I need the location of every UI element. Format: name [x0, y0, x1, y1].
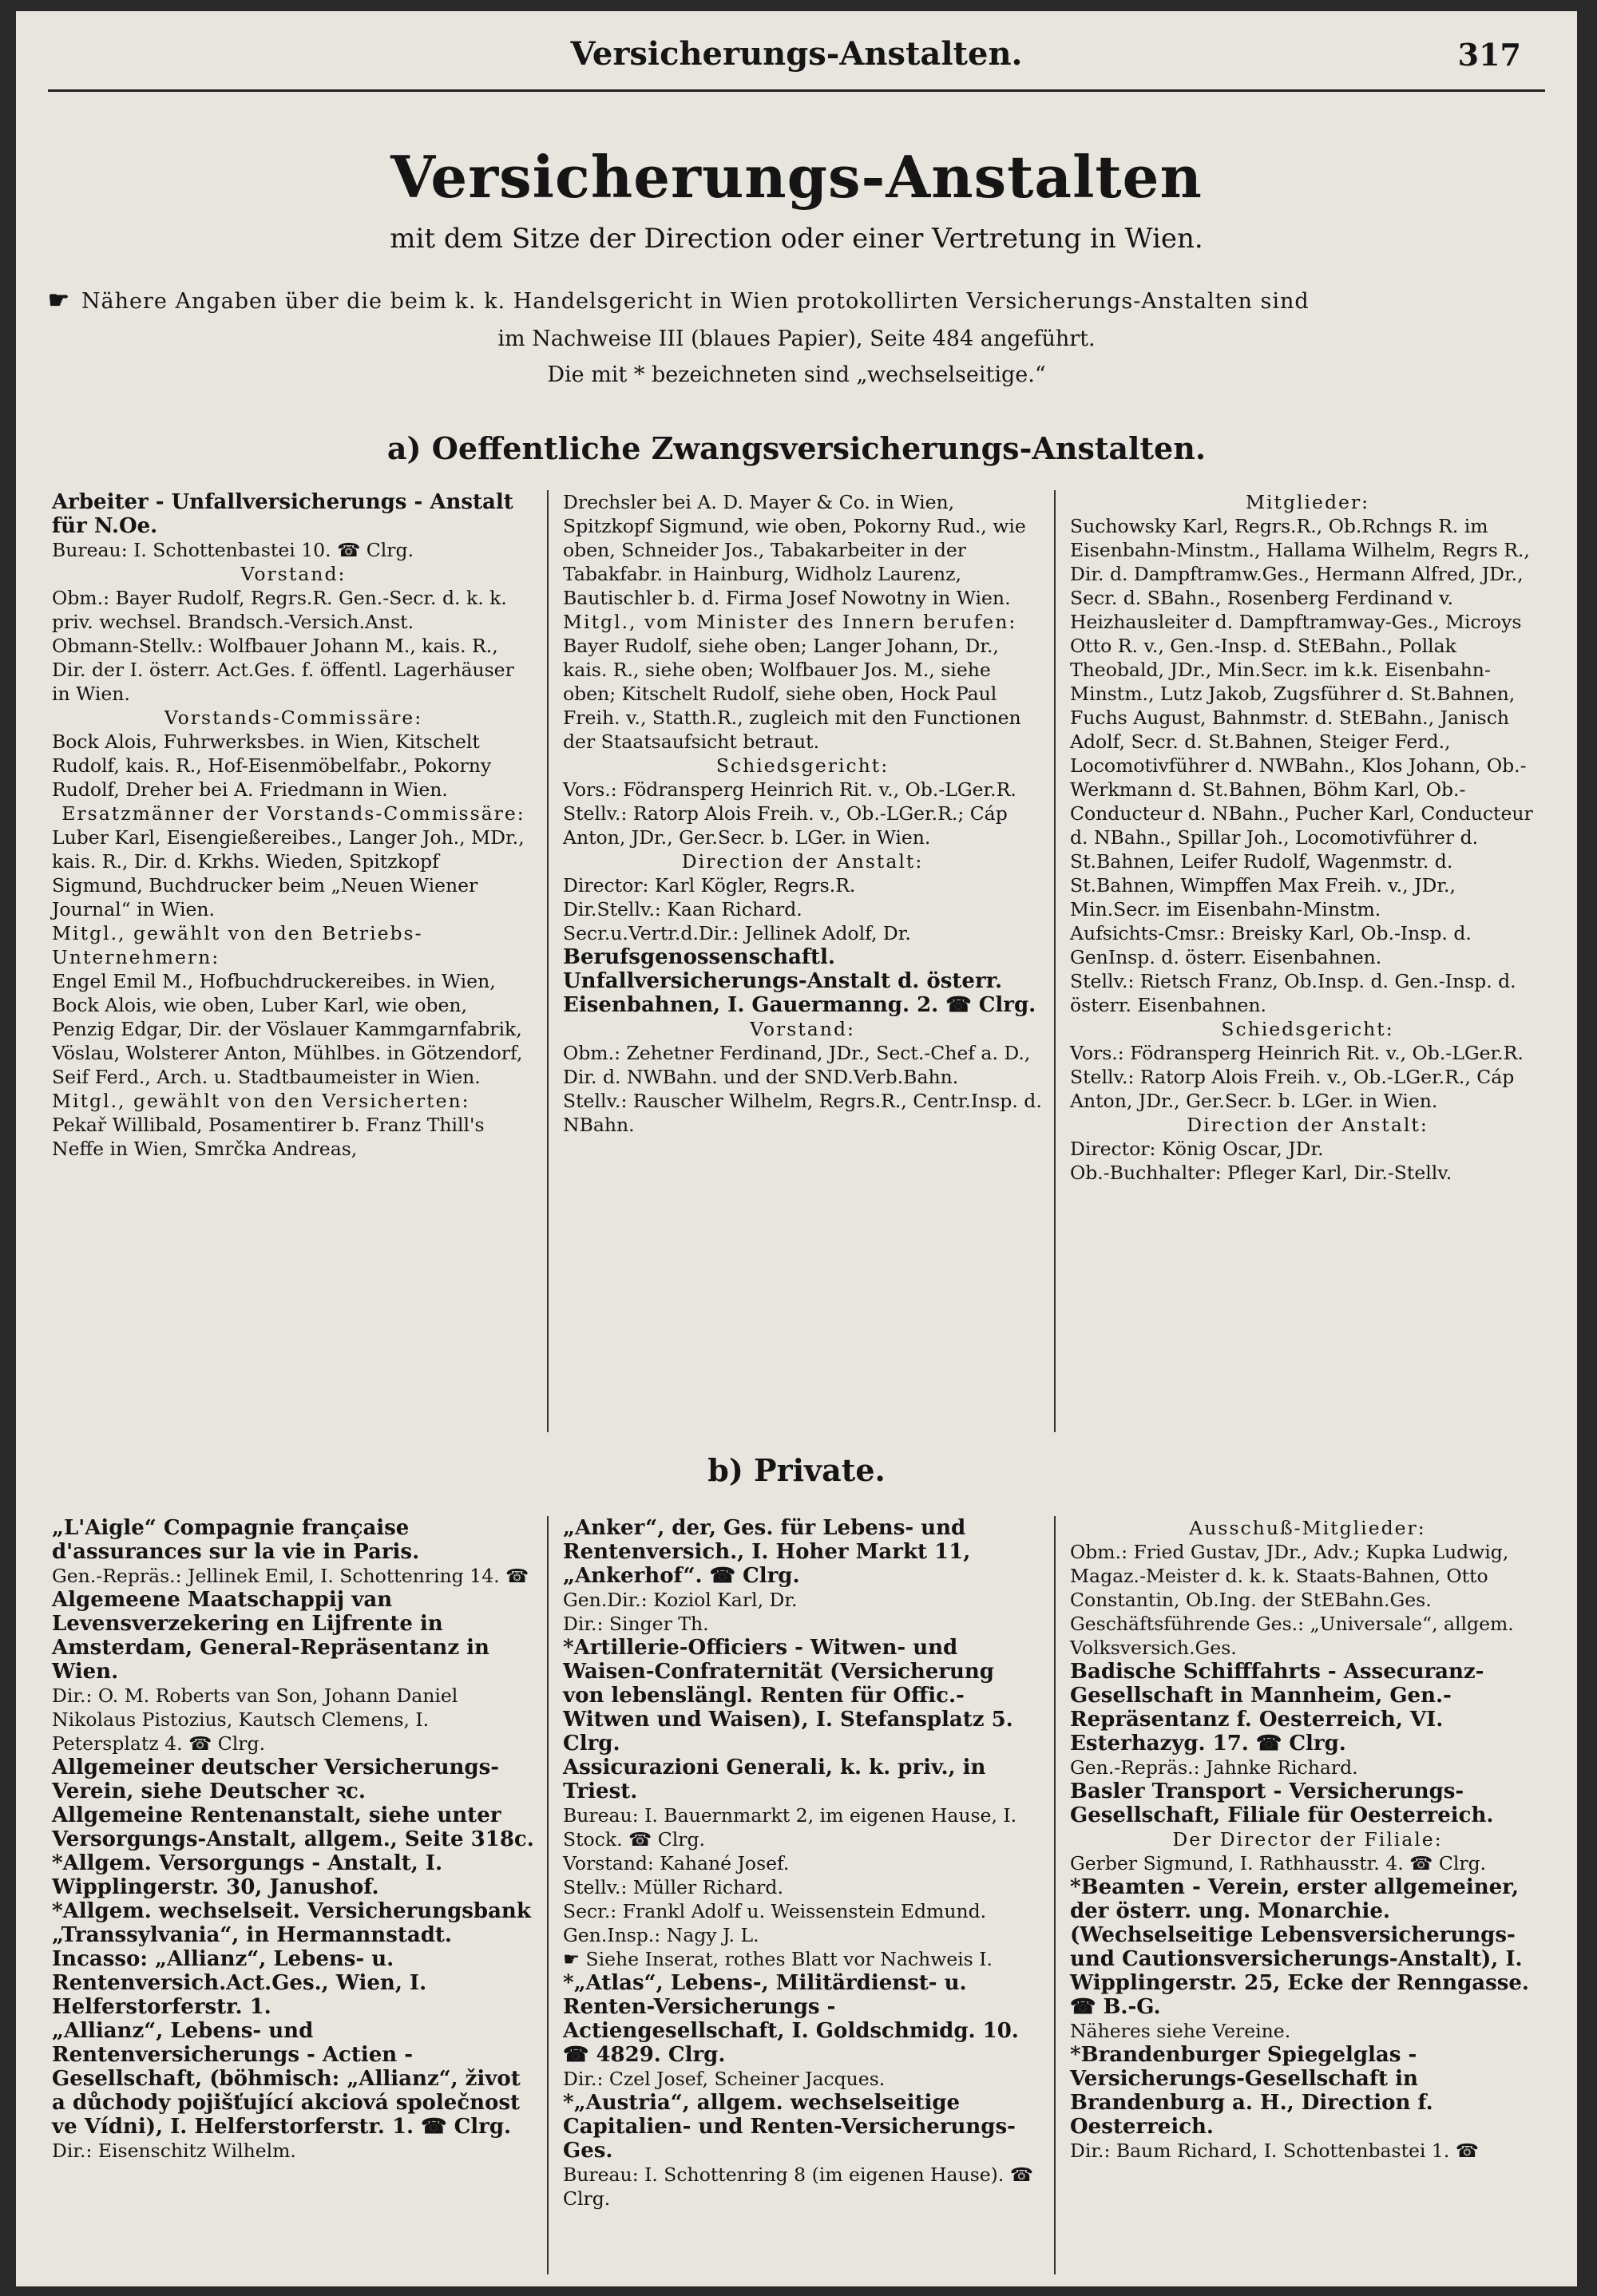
entry-text: ☛ Siehe Inserat, rothes Blatt vor Nachweis I.	[563, 1948, 993, 1970]
column-divider	[547, 490, 549, 1432]
section-subheading: Vorstand:	[240, 563, 347, 585]
entry-text: Mitgl., gewählt von den Versicherten:	[52, 1090, 470, 1112]
entry-text: Stellv.: Müller Richard.	[563, 1876, 783, 1898]
entry-text: Gen.-Repräs.: Jahnke Richard.	[1070, 1756, 1358, 1779]
entry-heading: *Beamten - Verein, erster allgemeiner, der österr. ung. Monarchie. (Wechselseitige Lebensversicherungs- und Cautionsversicherungs-Anstalt), I. Wipplingerstr. 25, Ecke der Renngasse. ☎ B.-G.	[1070, 1875, 1529, 2019]
note-text-1: Nähere Angaben über die beim k. k. Handelsgericht in Wien protokollirten Versicherungs-Anstalten sind	[81, 289, 1310, 314]
entry-text: Engel Emil M., Hofbuchdruckereibes. in Wien, Bock Alois, wie oben, Luber Karl, wie oben, Penzig Edgar, Dir. der Vöslauer Kammgarnfabrik, Vöslau, Wolsterer Anton, Mühlbes. in Götzendorf, Seif Ferd., Arch. u. Stadtbaumeister in Wien.	[52, 970, 523, 1088]
pointing-hand-icon: ☛	[48, 287, 70, 315]
section-b-heading: b) Private.	[707, 1452, 886, 1488]
entry-text: Obmann-Stellv.: Wolfbauer Johann M., kais. R., Dir. der I. österr. Act.Ges. f. öffentl. Lagerhäuser in Wien.	[52, 635, 514, 705]
note-line-2: im Nachweise III (blaues Papier), Seite 484 angeführt.	[497, 327, 1096, 351]
entry-text: Stellv.: Ratorp Alois Freih. v., Ob.-LGer.R.; Cáp Anton, JDr., Ger.Secr. b. LGer. in Wien.	[563, 802, 1008, 849]
entry-text: Geschäftsführende Ges.: „Universale“, allgem. Volksversich.Ges.	[1070, 1613, 1514, 1659]
column-b3	[1070, 1516, 1545, 2163]
entry-text: Dir.: O. M. Roberts van Son, Johann Daniel Nikolaus Pistozius, Kautsch Clemens, I. Petersplatz 4. ☎ Clrg.	[52, 1684, 458, 1755]
entry-text: Director: König Oscar, JDr.	[1070, 1138, 1324, 1160]
entry-text: Secr.u.Vertr.d.Dir.: Jellinek Adolf, Dr.	[563, 922, 911, 944]
entry-text: Dir.: Eisenschitz Wilhelm.	[52, 2140, 296, 2162]
entry-text: Bureau: I. Schottenbastei 10. ☎ Clrg.	[52, 539, 414, 561]
entry-text: Dir.Stellv.: Kaan Richard.	[563, 898, 802, 920]
entry-text: Mitgl., gewählt von den Betriebs-Unternehmern:	[52, 922, 423, 968]
section-subheading: Der Director der Filiale:	[1172, 1828, 1443, 1851]
entry-heading: *Brandenburger Spiegelglas - Versicherungs-Gesellschaft in Brandenburg a. H., Direction f. Oesterreich.	[1070, 2043, 1433, 2139]
entry-text: Obm.: Zehetner Ferdinand, JDr., Sect.-Chef a. D., Dir. d. NWBahn. und der SND.Verb.Bahn.	[563, 1042, 1031, 1088]
entry-text: Drechsler bei A. D. Mayer & Co. in Wien, Spitzkopf Sigmund, wie oben, Pokorny Rud., wie oben, Schneider Jos., Tabakarbeiter in der Tabakfabr. in Hainburg, Widholz Laurenz, Bautischler b. d. Firma Josef Nowotny in Wien.	[563, 491, 1026, 609]
column-divider	[1054, 1516, 1056, 2274]
entry-text: Dir.: Czel Josef, Scheiner Jacques.	[563, 2068, 886, 2090]
entry-text: Luber Karl, Eisengießereibes., Langer Joh., MDr., kais. R., Dir. d. Krkhs. Wieden, Spitzkopf Sigmund, Buchdrucker beim „Neuen Wiener Journal“ in Wien.	[52, 826, 525, 920]
section-subheading: Vorstands-Commissäre:	[164, 707, 423, 729]
column-divider	[1054, 490, 1056, 1432]
column-a3	[1070, 490, 1545, 1185]
entry-heading: Badische Schifffahrts - Assecuranz-Gesellschaft in Mannheim, Gen.-Repräsentanz f. Oesterreich, VI. Esterhazyg. 17. ☎ Clrg.	[1070, 1660, 1484, 1756]
section-subheading: Direction der Anstalt:	[681, 850, 924, 873]
entry-heading: Allgemeiner deutscher Versicherungs-Verein, siehe Deutscher ꝛc.	[52, 1756, 500, 1803]
entry-heading: Allgemeine Rentenanstalt, siehe unter Versorgungs-Anstalt, allgem., Seite 318c.	[52, 1803, 534, 1851]
section-subheading: Mitglieder:	[1245, 491, 1370, 513]
entry-text: Mitgl., vom Minister des Innern berufen:	[563, 611, 1017, 633]
entry-text: Stellv.: Rauscher Wilhelm, Regrs.R., Centr.Insp. d. NBahn.	[563, 1090, 1042, 1136]
column-a2	[563, 490, 1042, 1137]
entry-text: Pekař Willibald, Posamentirer b. Franz Thill's Neffe in Wien, Smrčka Andreas,	[52, 1114, 485, 1160]
page-number: 317	[1457, 37, 1521, 73]
entry-text: Gen.Dir.: Koziol Karl, Dr.	[563, 1589, 798, 1611]
note-line-1	[48, 287, 1525, 315]
entry-text: Dir.: Baum Richard, I. Schottenbastei 1. ☎	[1070, 2140, 1480, 2162]
entry-heading: *Allgem. wechselseit. Versicherungsbank „Transsylvania“, in Hermannstadt. Incasso: „Allianz“, Lebens- u. Rentenversich.Act.Ges., Wien, I. Helferstorferstr. 1.	[52, 1899, 531, 2019]
section-subheading: Ausschuß-Mitglieder:	[1189, 1517, 1426, 1539]
entry-text: Bureau: I. Schottenring 8 (im eigenen Hause). ☎ Clrg.	[563, 2163, 1034, 2210]
entry-text: Obm.: Fried Gustav, JDr., Adv.; Kupka Ludwig, Magaz.-Meister d. k. k. Staats-Bahnen, Otto Constantin, Ob.Ing. der StEBahn.Ges.	[1070, 1541, 1509, 1611]
section-subheading: Schiedsgericht:	[1221, 1018, 1394, 1040]
entry-text: Gen.Insp.: Nagy J. L.	[563, 1924, 759, 1946]
entry-heading: „Anker“, der, Ges. für Lebens- und Rentenversich., I. Hoher Markt 11, „Ankerhof“. ☎ Clrg.	[563, 1516, 971, 1588]
entry-heading: Algemeene Maatschappij van Levensverzekering en Lijfrente in Amsterdam, General-Repräsentanz in Wien.	[52, 1588, 489, 1684]
column-divider	[547, 1516, 549, 2274]
section-subheading: Ersatzmänner der Vorstands-Commissäre:	[61, 802, 525, 825]
entry-heading: Assicurazioni Generali, k. k. priv., in Triest.	[563, 1756, 986, 1803]
entry-text: Ob.-Buchhalter: Pfleger Karl, Dir.-Stellv.	[1070, 1162, 1452, 1184]
section-subheading: Schiedsgericht:	[715, 754, 890, 777]
entry-heading: „L'Aigle“ Compagnie française d'assurances sur la vie in Paris.	[52, 1516, 420, 1564]
entry-heading: „Allianz“, Lebens- und Rentenversicherungs - Actien - Gesellschaft, (böhmisch: „Allianz“, život a důchody pojišťující akciová společnost ve Vídni), I. Helferstorferstr. 1. ☎ Clrg.	[52, 2019, 521, 2139]
entry-heading: Basler Transport - Versicherungs-Gesellschaft, Filiale für Oesterreich.	[1070, 1779, 1494, 1827]
section-a-heading: a) Oeffentliche Zwangsversicherungs-Anstalten.	[386, 430, 1207, 466]
entry-text: Gen.-Repräs.: Jellinek Emil, I. Schottenring 14. ☎	[52, 1565, 529, 1587]
entry-heading: *Artillerie-Officiers - Witwen- und Waisen-Confraternität (Versicherung von lebenslängl. Renten für Offic.-Witwen und Waisen), I. Stefansplatz 5. Clrg.	[563, 1636, 1013, 1756]
page-title: Versicherungs-Anstalten	[390, 143, 1203, 211]
note-line-3: Die mit * bezeichneten sind „wechselseitige.“	[547, 362, 1046, 387]
entry-text: Suchowsky Karl, Regrs.R., Ob.Rchngs R. im Eisenbahn-Minstm., Hallama Wilhelm, Regrs R., Dir. d. Dampftramw.Ges., Hermann Alfred, JDr., Secr. d. SBahn., Rosenberg Ferdinand v. Heizhausleiter d. Dampftramway-Ges., Microys Otto R. v., Gen.-Insp. d. StEBahn., Pollak Theobald, JDr., Min.Secr. im k.k. Eisenbahn-Minstm., Lutz Jakob, Zugsführer d. St.Bahnen, Fuchs August, Bahnmstr. d. StEBahn., Janisch Adolf, Secr. d. St.Bahnen, Steiger Ferd., Locomotivführer d. NWBahn., Klos Johann, Ob.-Werkmann d. St.Bahnen, Böhm Karl, Ob.-Conducteur d. NBahn., Pucher Karl, Conducteur d. NBahn., Spillar Joh., Locomotivführer d. St.Bahnen, Leifer Rudolf, Wagenmstr. d. St.Bahnen, Wimpffen Max Freih. v., JDr., Min.Secr. im Eisenbahn-Minstm.	[1070, 515, 1533, 920]
entry-text: Vors.: Födransperg Heinrich Rit. v., Ob.-LGer.R.	[1070, 1042, 1524, 1064]
section-subheading: Vorstand:	[750, 1018, 855, 1040]
entry-text: Näheres siehe Vereine.	[1070, 2020, 1291, 2042]
entry-text: Bureau: I. Bauernmarkt 2, im eigenen Hause, I. Stock. ☎ Clrg.	[563, 1804, 1017, 1851]
entry-text: Vorstand: Kahané Josef.	[563, 1852, 790, 1874]
entry-text: Secr.: Frankl Adolf u. Weissenstein Edmund.	[563, 1900, 987, 1922]
running-title: Versicherungs-Anstalten.	[570, 35, 1023, 73]
entry-heading: *„Atlas“, Lebens-, Militärdienst- u. Renten-Versicherungs - Actiengesellschaft, I. Goldschmidg. 10. ☎ 4829. Clrg.	[563, 1971, 1019, 2067]
entry-heading: Arbeiter - Unfallversicherungs - Anstalt für N.Oe.	[52, 490, 513, 538]
entry-text: Bock Alois, Fuhrwerksbes. in Wien, Kitschelt Rudolf, kais. R., Hof-Eisenmöbelfabr., Pokorny Rudolf, Dreher bei A. Friedmann in Wien.	[52, 730, 492, 801]
header-rule	[48, 89, 1545, 92]
entry-text: Director: Karl Kögler, Regrs.R.	[563, 874, 856, 897]
section-subheading: Direction der Anstalt:	[1187, 1114, 1429, 1136]
entry-heading: *„Austria“, allgem. wechselseitige Capitalien- und Renten-Versicherungs-Ges.	[563, 2091, 1016, 2163]
entry-text: Aufsichts-Cmsr.: Breisky Karl, Ob.-Insp. d. GenInsp. d. österr. Eisenbahnen.	[1070, 922, 1472, 968]
entry-text: Stellv.: Ratorp Alois Freih. v., Ob.-LGer.R., Cáp Anton, JDr., Ger.Secr. b. LGer. in Wien.	[1070, 1066, 1515, 1112]
entry-text: Dir.: Singer Th.	[563, 1613, 709, 1635]
entry-text: Vors.: Födransperg Heinrich Rit. v., Ob.-LGer.R.	[563, 778, 1016, 801]
column-a1	[52, 490, 535, 1161]
entry-text: Gerber Sigmund, I. Rathhausstr. 4. ☎ Clrg.	[1070, 1852, 1487, 1874]
column-b2	[563, 1516, 1042, 2211]
column-b1	[52, 1516, 535, 2163]
entry-text: Stellv.: Rietsch Franz, Ob.Insp. d. Gen.-Insp. d. österr. Eisenbahnen.	[1070, 970, 1516, 1016]
entry-text: Obm.: Bayer Rudolf, Regrs.R. Gen.-Secr. d. k. k. priv. wechsel. Brandsch.-Versich.Anst.	[52, 587, 507, 633]
entry-heading: Berufsgenossenschaftl. Unfallversicherungs-Anstalt d. österr. Eisenbahnen, I. Gauermanng. 2. ☎ Clrg.	[563, 945, 1036, 1017]
page	[16, 11, 1577, 2286]
entry-text: Bayer Rudolf, siehe oben; Langer Johann, Dr., kais. R., siehe oben; Wolfbauer Jos. M., siehe oben; Kitschelt Rudolf, siehe oben, Hock Paul Freih. v., Statth.R., zugleich mit den Functionen der Staatsaufsicht betraut.	[563, 635, 1021, 753]
entry-heading: *Allgem. Versorgungs - Anstalt, I. Wipplingerstr. 30, Janushof.	[52, 1851, 443, 1899]
page-subtitle: mit dem Sitze der Direction oder einer Vertretung in Wien.	[390, 223, 1203, 255]
